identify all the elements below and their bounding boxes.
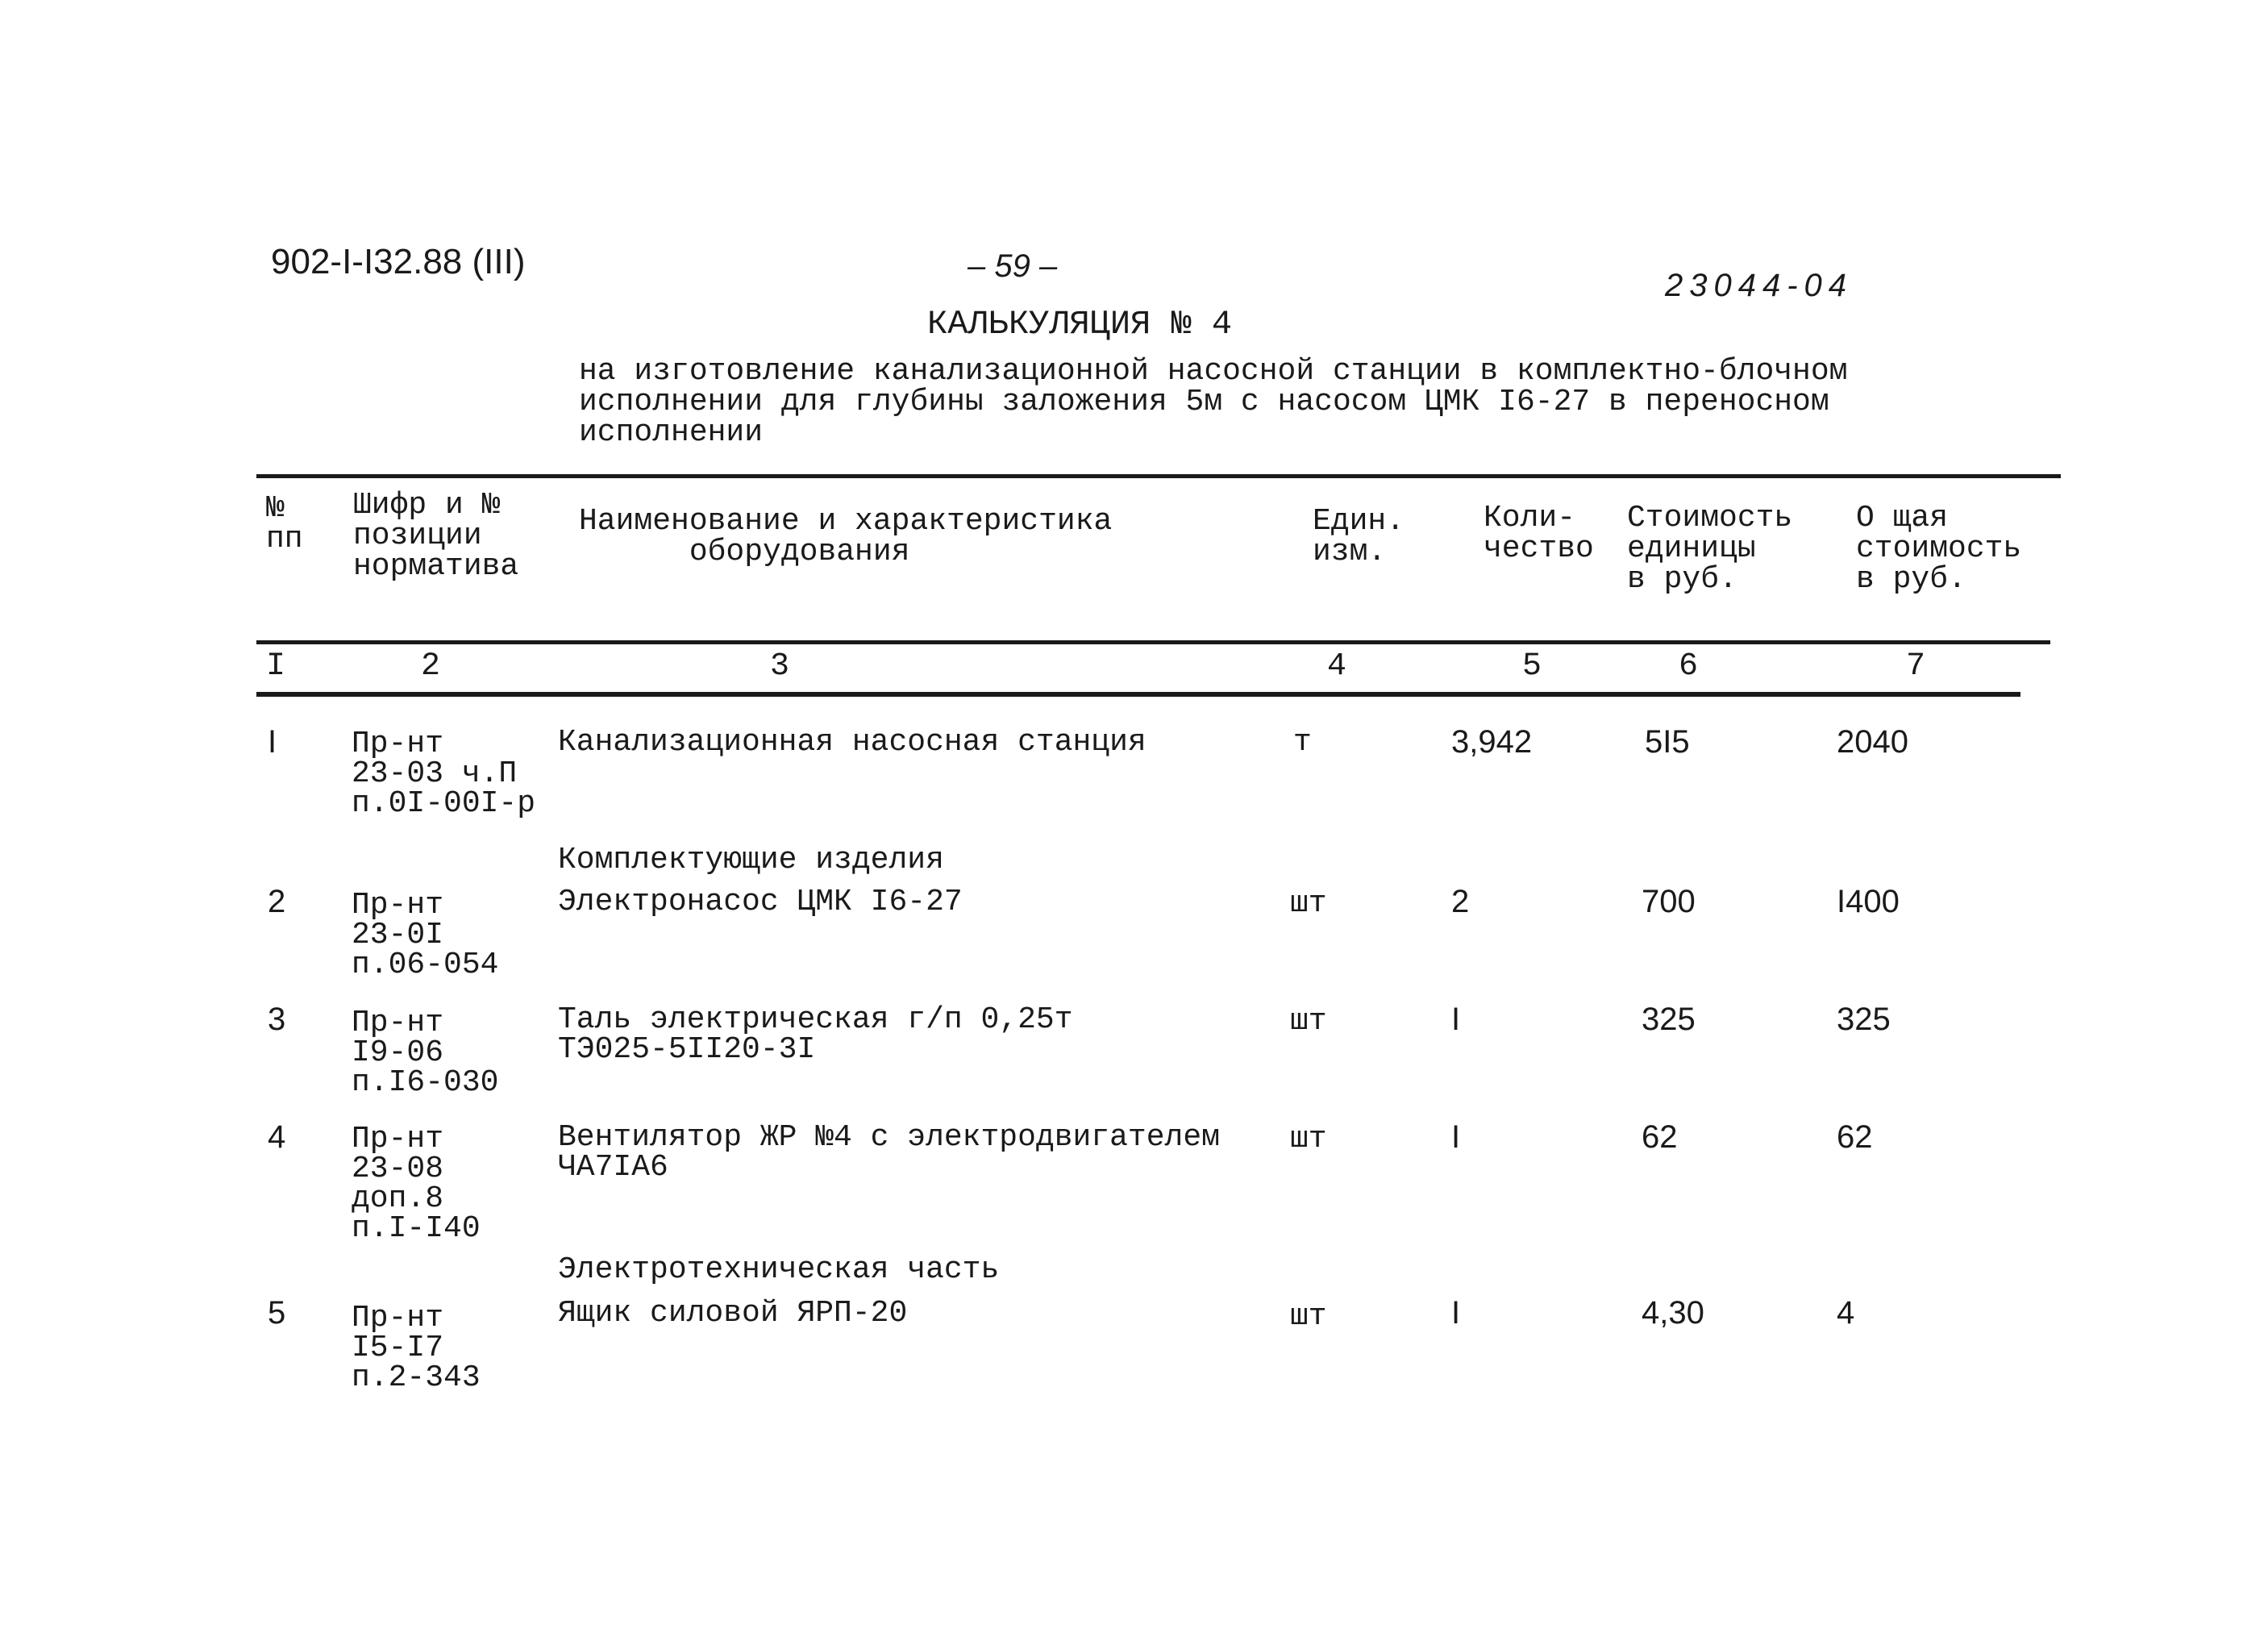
row-unit: т [1293,725,1312,760]
row-code: Пр-нт 23-0I п.06-054 [352,888,499,982]
header-unit: Един. изм. [1313,504,1405,569]
row-quantity: I [1451,1295,1461,1331]
table-top-rule [256,474,2061,478]
header-bottom-rule [256,640,2050,644]
page-number: – 59 – [968,248,1058,284]
row-total: 2040 [1837,724,1908,760]
calculation-title: КАЛЬКУЛЯЦИЯ № 4 [927,305,1233,344]
header-code: Шифр и № позиции норматива [353,488,519,584]
row-code: Пр-нт I9-06 п.I6-030 [352,1006,499,1100]
row-quantity: 3,942 [1451,724,1533,760]
row-code: Пр-нт I5-I7 п.2-343 [352,1301,481,1395]
archive-stamp: 23044-04 [1665,268,1854,303]
row-number: 4 [268,1119,286,1155]
document-code: 902-I-I32.88 (III) [271,242,526,281]
row-number: I [268,724,277,760]
header-row-number: № пп [266,491,303,556]
column-numbers-rule [256,692,2020,697]
row-code: Пр-нт 23-08 доп.8 п.I-I40 [352,1122,481,1246]
column-number: 7 [1906,648,1926,685]
row-code: Пр-нт 23-03 ч.П п.0I-00I-р [352,727,536,821]
row-name: Электронасос ЦМК I6-27 [558,885,963,919]
row-unit: шт [1290,1299,1327,1334]
row-quantity: 2 [1451,884,1470,919]
section-heading: Комплектующие изделия [558,843,944,877]
header-name: Наименование и характеристика оборудования [579,504,1113,569]
row-unit: шт [1290,1004,1327,1039]
row-quantity: I [1451,1119,1461,1155]
section-heading: Электротехническая часть [558,1252,1000,1287]
row-unit-price: 5I5 [1645,724,1690,760]
row-unit-price: 700 [1642,884,1696,919]
row-total: 325 [1837,1002,1891,1037]
row-unit: шт [1290,886,1327,921]
row-number: 5 [268,1295,286,1331]
header-unit-price: Стоимость единицы в руб. [1627,501,1793,597]
row-name: Канализационная насосная станция [558,725,1146,760]
calculation-subtitle: на изготовление канализационной насосной станции в комплектно-блочном исполнении для глубины заложения 5м с насосом ЦМК I6-27 в переносном исполнении [579,354,1848,450]
header-quantity: Коли- чество [1484,501,1594,566]
column-number: 6 [1679,648,1699,685]
column-number: 3 [770,648,790,685]
row-unit-price: 325 [1642,1002,1696,1037]
row-name: Вентилятор ЖР №4 с электродвигателем ЧА7IА6 [558,1120,1220,1185]
column-number: I [266,648,286,685]
row-total: I400 [1837,884,1900,919]
row-number: 3 [268,1002,286,1037]
column-number: 2 [421,648,441,685]
column-number: 4 [1327,648,1347,685]
row-unit-price: 4,30 [1642,1295,1704,1331]
header-total-price: О щая стоимость в руб. [1856,501,2022,597]
row-total: 62 [1837,1119,1873,1155]
row-name: Ящик силовой ЯРП-20 [558,1296,908,1331]
row-unit: шт [1290,1122,1327,1156]
row-name: Таль электрическая г/п 0,25т ТЭ025-5II20-3I [558,1002,1073,1067]
row-quantity: I [1451,1002,1461,1037]
column-number: 5 [1522,648,1542,685]
row-number: 2 [268,884,286,919]
row-unit-price: 62 [1642,1119,1678,1155]
row-total: 4 [1837,1295,1855,1331]
